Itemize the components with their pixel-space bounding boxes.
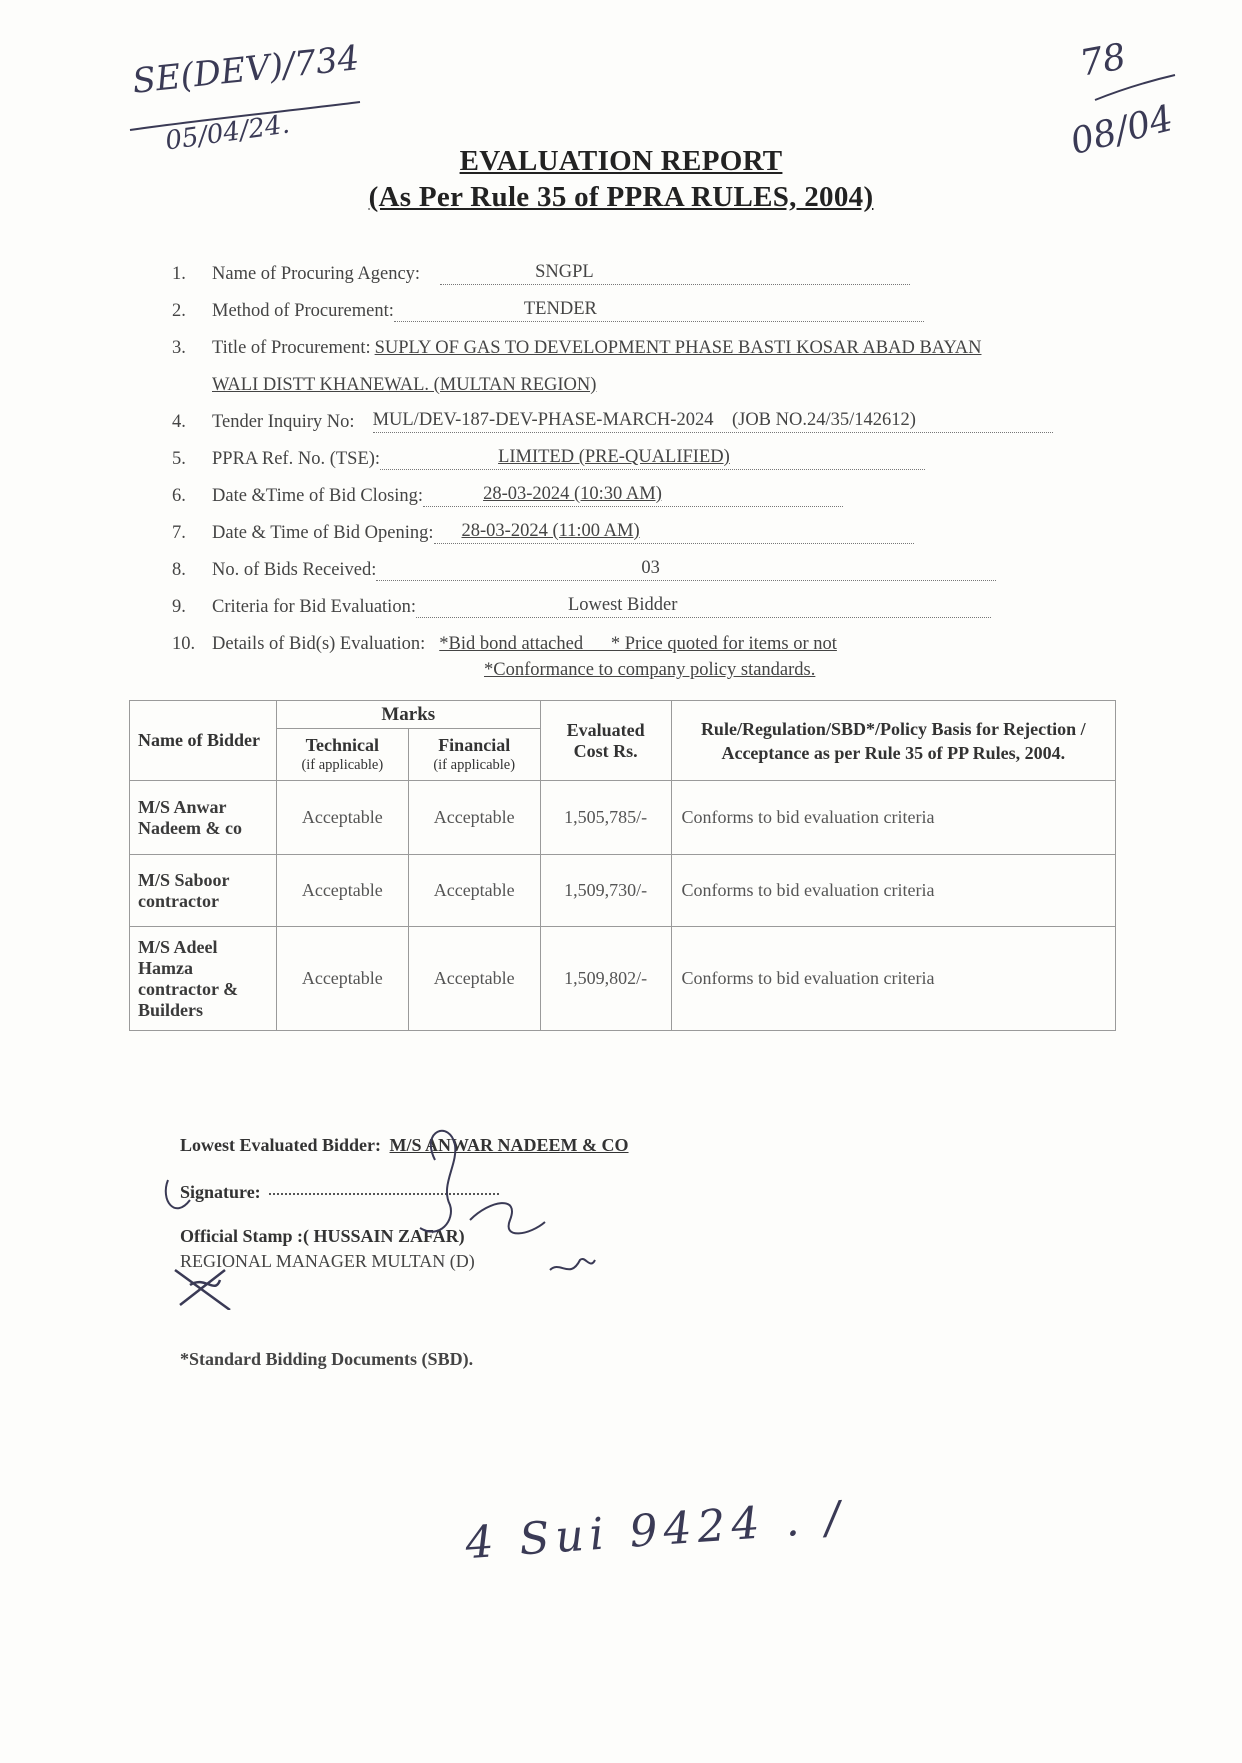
handwritten-date: 05/04/24. <box>163 109 292 157</box>
table-row <box>130 927 1116 1031</box>
evaluated-cost: 1,509,730/- <box>540 855 671 927</box>
item-value: 28-03-2024 (10:30 AM) <box>423 484 843 507</box>
header-marks: Marks <box>276 701 540 729</box>
item-number: 8. <box>172 560 186 580</box>
lowest-bidder-label: Lowest Evaluated Bidder: <box>180 1135 382 1155</box>
list-item <box>172 507 1132 544</box>
header-technical-note: (if applicable) <box>301 756 384 773</box>
item-number: 2. <box>172 301 186 321</box>
handwritten-receipt-date: 08/04 <box>1066 98 1178 163</box>
header-financial-label: Financial <box>438 734 511 755</box>
item-number: 5. <box>172 449 186 469</box>
item-number: 9. <box>172 597 186 617</box>
table-row <box>130 781 1116 855</box>
title-main: EVALUATION REPORT <box>459 145 783 177</box>
financial-mark: Acceptable <box>408 927 540 1031</box>
item-value: *Bid bond attached * Price quoted for items or not <box>439 634 837 654</box>
list-item <box>172 433 1132 470</box>
item-value: SUPLY OF GAS TO DEVELOPMENT PHASE BASTI KOSAR ABAD BAYAN <box>374 338 982 358</box>
item-number: 6. <box>172 486 186 506</box>
list-item <box>172 248 1132 285</box>
table-row <box>130 855 1116 927</box>
evaluation-basis: Conforms to bid evaluation criteria <box>671 855 1115 927</box>
handwritten-ref: SE(DEV)/734 <box>130 38 362 102</box>
item-label: Date & Time of Bid Opening: <box>212 523 434 543</box>
item-label: PPRA Ref. No. (TSE): <box>212 449 381 469</box>
bidder-name: M/S Saboor contractor <box>130 855 277 927</box>
item-value: TENDER <box>394 299 924 322</box>
evaluated-cost: 1,505,785/- <box>540 781 671 855</box>
item-value: *Conformance to company policy standards. <box>484 660 816 680</box>
item-label: Title of Procurement: <box>212 338 371 358</box>
item-value: LIMITED (PRE-QUALIFIED) <box>380 447 925 470</box>
list-item <box>172 322 1132 359</box>
list-item <box>172 396 1132 433</box>
item-number: 3. <box>172 338 186 358</box>
evaluation-basis: Conforms to bid evaluation criteria <box>671 781 1115 855</box>
header-basis: Rule/Regulation/SBD*/Policy Basis for Rejection / Acceptance as per Rule 35 of PP Rules, 2004. <box>671 701 1115 781</box>
header-bidder-name: Name of Bidder <box>130 701 277 781</box>
list-item <box>172 544 1132 581</box>
item-label: No. of Bids Received: <box>212 560 377 580</box>
stamp-title: REGIONAL MANAGER MULTAN (D) <box>180 1251 475 1271</box>
header-financial <box>408 729 540 781</box>
header-technical <box>276 729 408 781</box>
list-item-continuation <box>172 359 1132 396</box>
header-technical-label: Technical <box>305 734 379 755</box>
item-label: Name of Procuring Agency: <box>212 264 421 284</box>
lowest-bidder-value: M/S ANWAR NADEEM & CO <box>389 1135 629 1155</box>
technical-mark: Acceptable <box>276 927 408 1031</box>
item-value: WALI DISTT KHANEWAL. (MULTAN REGION) <box>212 375 597 395</box>
item-value: Lowest Bidder <box>416 595 991 618</box>
handwritten-number: 78 <box>1076 36 1130 85</box>
list-item <box>172 470 1132 507</box>
official-stamp: Official Stamp :( HUSSAIN ZAFAR) <box>180 1226 465 1246</box>
list-item <box>172 285 1132 322</box>
bidder-name: M/S Anwar Nadeem & co <box>130 781 277 855</box>
report-title <box>0 143 1242 215</box>
item-label: Criteria for Bid Evaluation: <box>212 597 416 617</box>
handwritten-signature <box>150 1110 600 1310</box>
item-number: 10. <box>172 634 196 654</box>
details-list <box>172 248 1132 681</box>
item-number: 1. <box>172 264 186 284</box>
item-label: Date &Time of Bid Closing: <box>212 486 424 506</box>
item-value: 03 <box>376 558 996 581</box>
sbd-footnote: *Standard Bidding Documents (SBD). <box>180 1349 474 1369</box>
item-number: 7. <box>172 523 186 543</box>
financial-mark: Acceptable <box>408 781 540 855</box>
header-evaluated-cost: Evaluated Cost Rs. <box>540 701 671 781</box>
item-value: SNGPL <box>440 262 910 285</box>
bidder-name: M/S Adeel Hamza contractor & Builders <box>130 927 277 1031</box>
bid-evaluation-table <box>129 700 1116 1031</box>
evaluated-cost: 1,509,802/- <box>540 927 671 1031</box>
signature-label: Signature: <box>180 1182 261 1202</box>
financial-mark: Acceptable <box>408 855 540 927</box>
item-value: MUL/DEV-187-DEV-PHASE-MARCH-2024 (JOB NO.24/35/142612) <box>373 410 1053 433</box>
title-sub: (As Per Rule 35 of PPRA RULES, 2004) <box>368 181 874 213</box>
handwritten-bottom-note: 4 Sui 9424 . / <box>463 1491 848 1570</box>
list-item <box>172 581 1132 618</box>
list-item <box>172 618 1132 655</box>
item-number: 4. <box>172 412 186 432</box>
list-item-continuation <box>172 655 1132 681</box>
item-label: Details of Bid(s) Evaluation: <box>212 634 426 654</box>
item-label: Tender Inquiry No: <box>212 412 355 432</box>
technical-mark: Acceptable <box>276 781 408 855</box>
item-value: 28-03-2024 (11:00 AM) <box>434 521 914 544</box>
header-financial-note: (if applicable) <box>433 756 516 773</box>
technical-mark: Acceptable <box>276 855 408 927</box>
item-label: Method of Procurement: <box>212 301 394 321</box>
evaluation-basis: Conforms to bid evaluation criteria <box>671 927 1115 1031</box>
